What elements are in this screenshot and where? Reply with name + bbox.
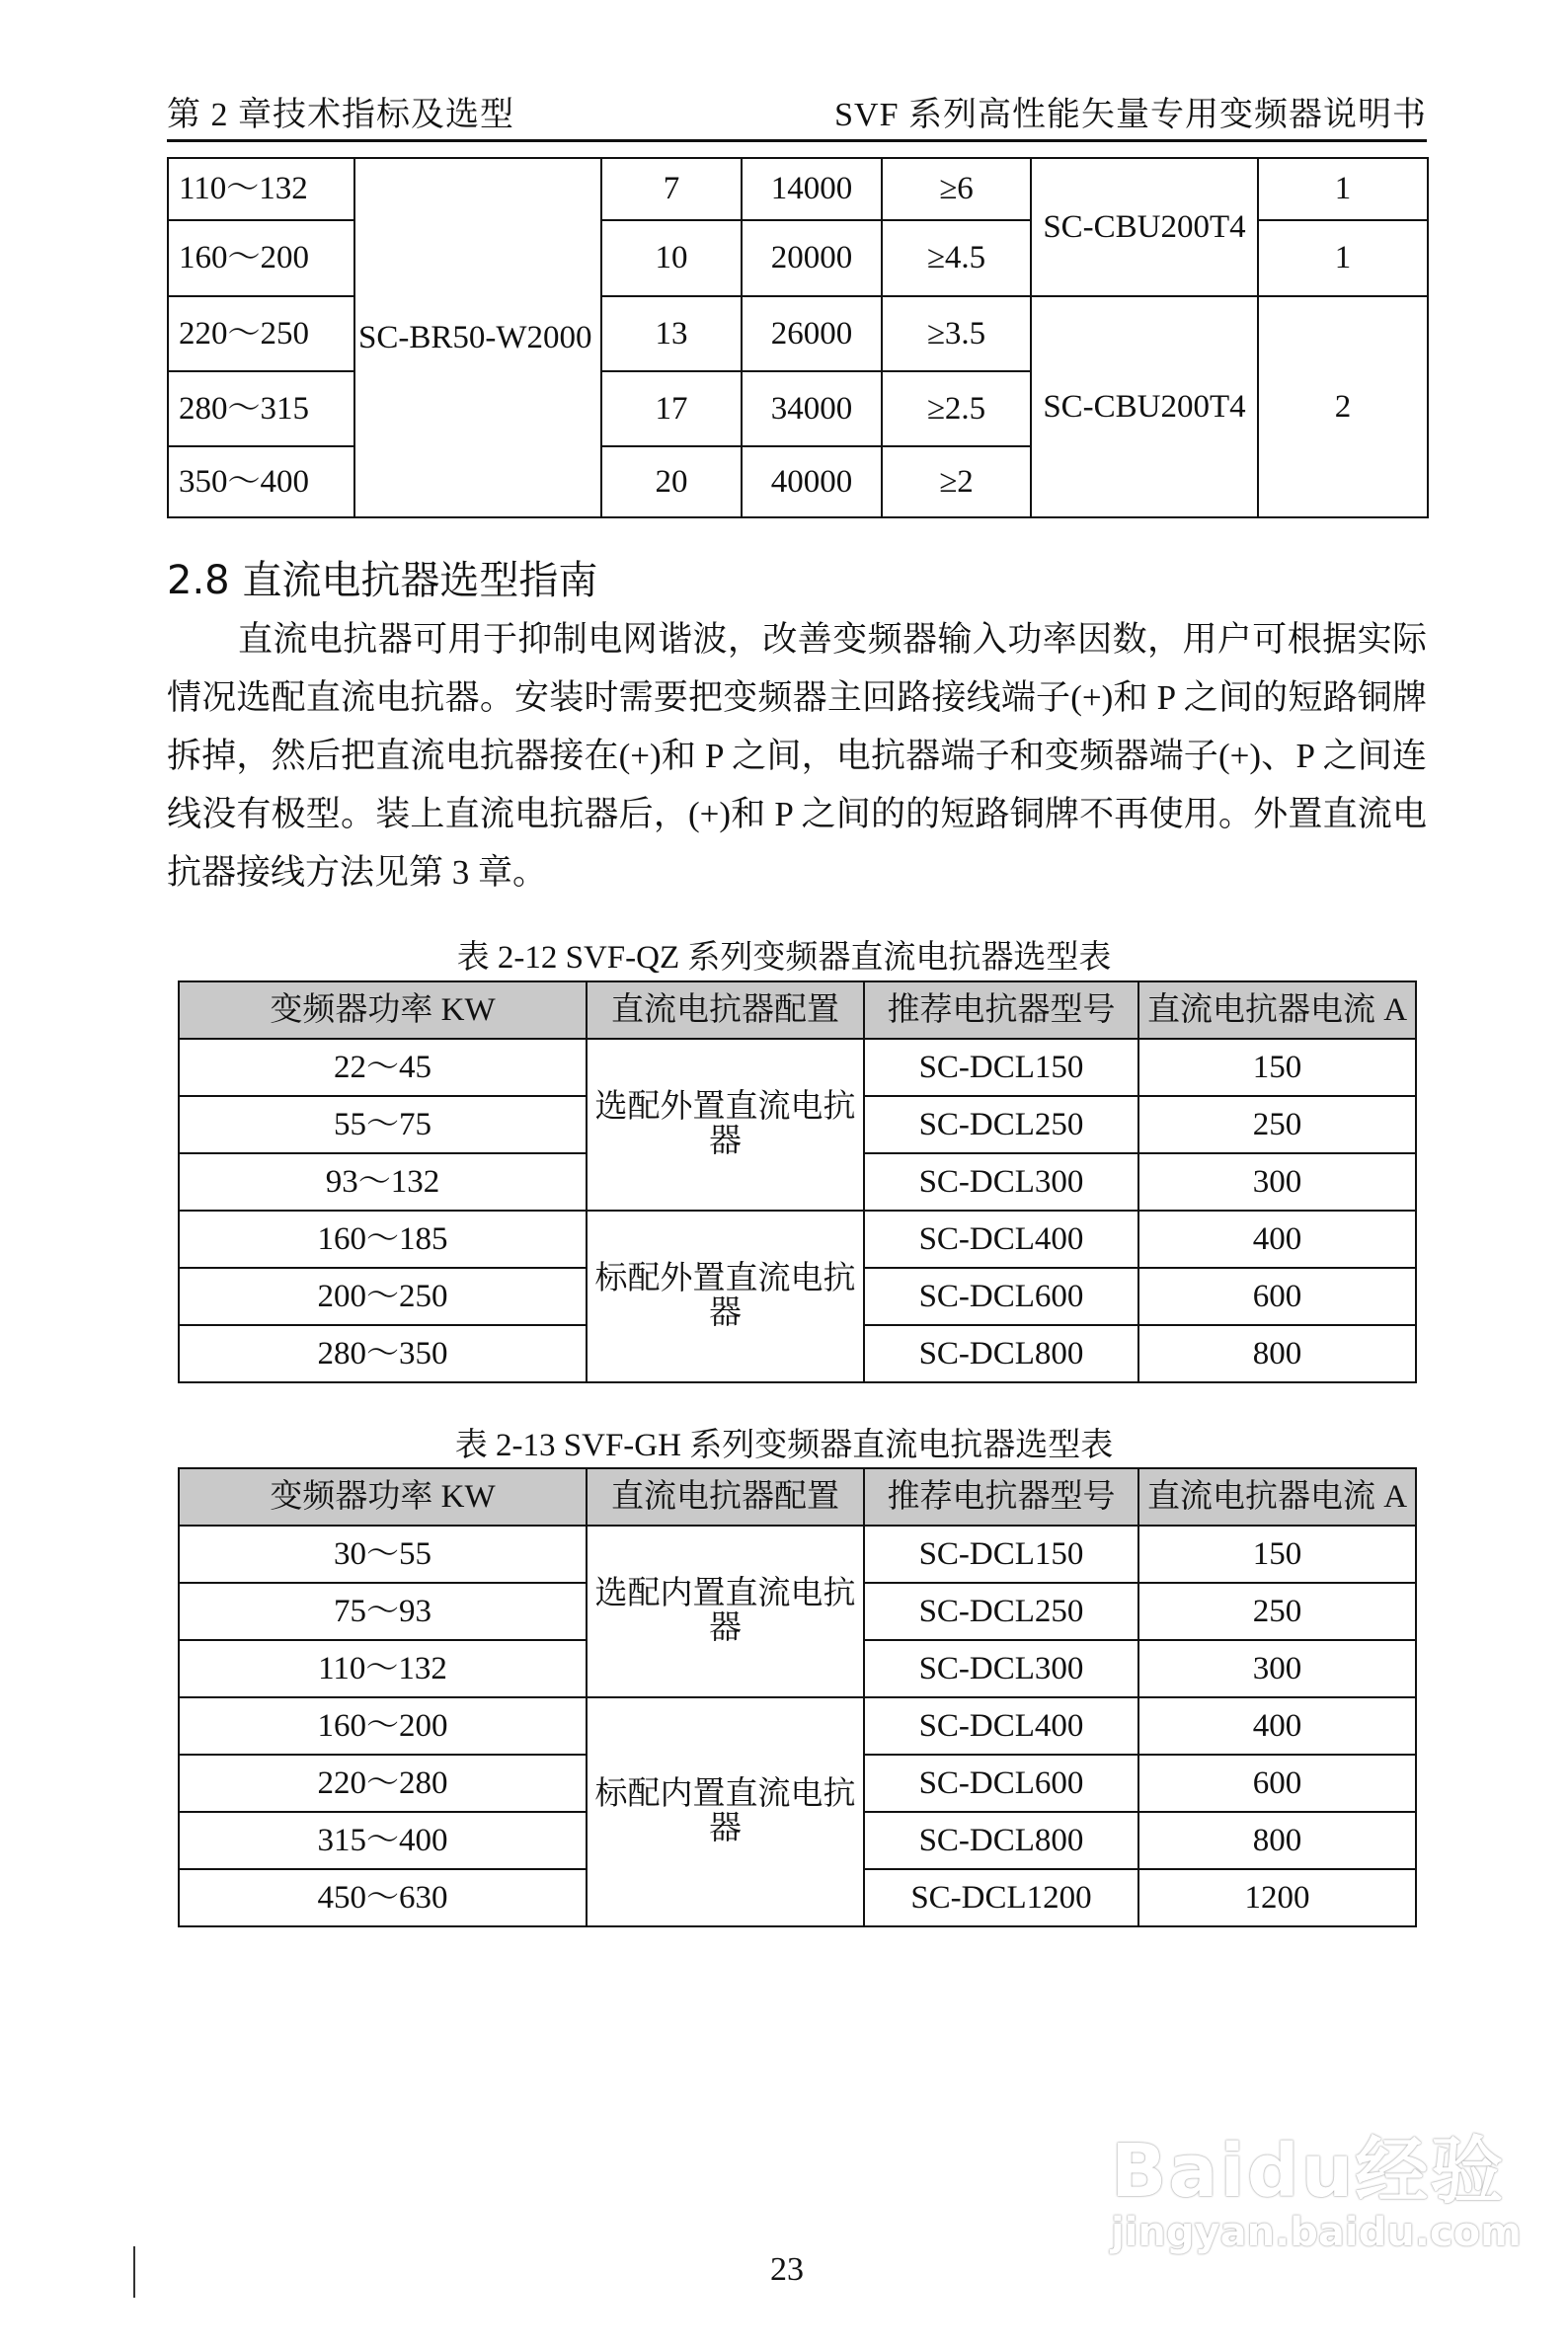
power-range-cell: 280～315 — [168, 371, 354, 446]
resistance-cell: ≥2 — [882, 446, 1031, 517]
reactor-model-cell: SC-DCL300 — [864, 1153, 1138, 1211]
resistance-cell: ≥2.5 — [882, 371, 1031, 446]
running-header-title: SVF 系列高性能矢量专用变频器说明书 — [834, 97, 1427, 133]
table-row — [179, 1526, 1416, 1583]
power-range-cell: 55～75 — [179, 1096, 587, 1153]
power-range-cell: 315～400 — [179, 1812, 587, 1869]
brake-unit-cell: SC-CBU200T4 — [1031, 158, 1258, 296]
brake-unit-table — [167, 157, 1429, 518]
reactor-model-cell: SC-DCL150 — [864, 1526, 1138, 1583]
column-header: 推荐电抗器型号 — [864, 981, 1138, 1039]
value-cell: 40000 — [742, 446, 882, 517]
power-range-cell: 350～400 — [168, 446, 354, 517]
power-range-cell: 75～93 — [179, 1583, 587, 1640]
dc-reactor-table-qz — [178, 980, 1417, 1383]
table-row — [168, 158, 1428, 220]
reactor-model-cell: SC-DCL800 — [864, 1325, 1138, 1382]
reactor-current-cell: 300 — [1138, 1640, 1416, 1697]
reactor-config-cell: 选配外置直流电抗器 — [587, 1039, 864, 1211]
reactor-model-cell: SC-DCL400 — [864, 1697, 1138, 1755]
reactor-model-cell: SC-DCL1200 — [864, 1869, 1138, 1926]
power-range-cell: 160～185 — [179, 1211, 587, 1268]
table-row — [179, 1697, 1416, 1755]
reactor-model-cell: SC-DCL400 — [864, 1211, 1138, 1268]
reactor-current-cell: 250 — [1138, 1096, 1416, 1153]
reactor-model-cell: SC-DCL300 — [864, 1640, 1138, 1697]
table-row — [179, 1039, 1416, 1096]
column-header: 变频器功率 KW — [179, 981, 587, 1039]
value-cell: 13 — [601, 296, 742, 371]
quantity-cell: 1 — [1258, 220, 1428, 296]
column-header: 直流电抗器配置 — [587, 1468, 864, 1526]
margin-line — [133, 2246, 135, 2298]
value-cell: 20 — [601, 446, 742, 517]
resistance-cell: ≥6 — [882, 158, 1031, 220]
column-header: 直流电抗器配置 — [587, 981, 864, 1039]
reactor-model-cell: SC-DCL150 — [864, 1039, 1138, 1096]
table-caption-qz: 表 2-12 SVF-QZ 系列变频器直流电抗器选型表 — [456, 940, 1112, 976]
value-cell: 17 — [601, 371, 742, 446]
reactor-current-cell: 300 — [1138, 1153, 1416, 1211]
resistance-cell: ≥3.5 — [882, 296, 1031, 371]
reactor-config-cell: 标配内置直流电抗器 — [587, 1697, 864, 1926]
table-caption-gh: 表 2-13 SVF-GH 系列变频器直流电抗器选型表 — [454, 1428, 1114, 1463]
table-row — [179, 1211, 1416, 1268]
power-range-cell: 110～132 — [179, 1640, 587, 1697]
section-heading: 2.8 直流电抗器选型指南 — [167, 558, 598, 603]
power-range-cell: 220～250 — [168, 296, 354, 371]
reactor-model-cell: SC-DCL600 — [864, 1755, 1138, 1812]
header-row — [179, 981, 1416, 1039]
power-range-cell: 160～200 — [179, 1697, 587, 1755]
power-range-cell: 280～350 — [179, 1325, 587, 1382]
power-range-cell: 22～45 — [179, 1039, 587, 1096]
reactor-model-cell: SC-DCL600 — [864, 1268, 1138, 1325]
column-header: 变频器功率 KW — [179, 1468, 587, 1526]
page-number: 23 — [770, 2251, 804, 2288]
dc-reactor-table-gh — [178, 1467, 1417, 1927]
value-cell: 10 — [601, 220, 742, 296]
reactor-current-cell: 800 — [1138, 1812, 1416, 1869]
power-range-cell: 93～132 — [179, 1153, 587, 1211]
paragraph: 直流电抗器可用于抑制电网谐波，改善变频器输入功率因数，用户可根据实际情况选配直流电抗器。安装时需要把变频器主回路接线端子(+)和 P 之间的短路铜牌拆掉，然后把直流电抗器接在(+)和 P 之间，电抗器端子和变频器端子(+)、P 之间连线没有极型。装上直流电抗器后，(+)和 P 之间的的短路铜牌不再使用。外置直流电抗器接线方法见第 3 章。 — [167, 620, 1427, 892]
power-range-cell: 30～55 — [179, 1526, 587, 1583]
reactor-model-cell: SC-DCL800 — [864, 1812, 1138, 1869]
value-cell: 14000 — [742, 158, 882, 220]
watermark-url: jingyan.baidu.com — [1111, 2210, 1522, 2255]
power-range-cell: 160～200 — [168, 220, 354, 296]
reactor-model-cell: SC-DCL250 — [864, 1583, 1138, 1640]
reactor-current-cell: 150 — [1138, 1526, 1416, 1583]
column-header: 推荐电抗器型号 — [864, 1468, 1138, 1526]
section-body — [167, 610, 1427, 901]
column-header: 直流电抗器电流 A — [1138, 981, 1416, 1039]
value-cell: 20000 — [742, 220, 882, 296]
reactor-current-cell: 400 — [1138, 1211, 1416, 1268]
reactor-config-cell: 选配内置直流电抗器 — [587, 1526, 864, 1697]
reactor-current-cell: 600 — [1138, 1755, 1416, 1812]
header-row — [179, 1468, 1416, 1526]
power-range-cell: 450～630 — [179, 1869, 587, 1926]
reactor-current-cell: 400 — [1138, 1697, 1416, 1755]
resistor-model-cell: SC-BR50-W2000 — [354, 158, 601, 517]
reactor-current-cell: 150 — [1138, 1039, 1416, 1096]
quantity-cell: 2 — [1258, 296, 1428, 517]
baidu-watermark — [1111, 2113, 1522, 2255]
value-cell: 26000 — [742, 296, 882, 371]
quantity-cell: 1 — [1258, 158, 1428, 220]
power-range-cell: 220～280 — [179, 1755, 587, 1812]
value-cell: 7 — [601, 158, 742, 220]
reactor-config-cell: 标配外置直流电抗器 — [587, 1211, 864, 1382]
running-header-chapter: 第 2 章技术指标及选型 — [167, 97, 514, 133]
reactor-current-cell: 600 — [1138, 1268, 1416, 1325]
reactor-current-cell: 250 — [1138, 1583, 1416, 1640]
resistance-cell: ≥4.5 — [882, 220, 1031, 296]
power-range-cell: 200～250 — [179, 1268, 587, 1325]
watermark-logo: Baidu经验 — [1111, 2129, 1506, 2214]
reactor-model-cell: SC-DCL250 — [864, 1096, 1138, 1153]
reactor-current-cell: 800 — [1138, 1325, 1416, 1382]
value-cell: 34000 — [742, 371, 882, 446]
header-divider — [167, 139, 1427, 142]
power-range-cell: 110～132 — [168, 158, 354, 220]
column-header: 直流电抗器电流 A — [1138, 1468, 1416, 1526]
brake-unit-cell: SC-CBU200T4 — [1031, 296, 1258, 517]
reactor-current-cell: 1200 — [1138, 1869, 1416, 1926]
